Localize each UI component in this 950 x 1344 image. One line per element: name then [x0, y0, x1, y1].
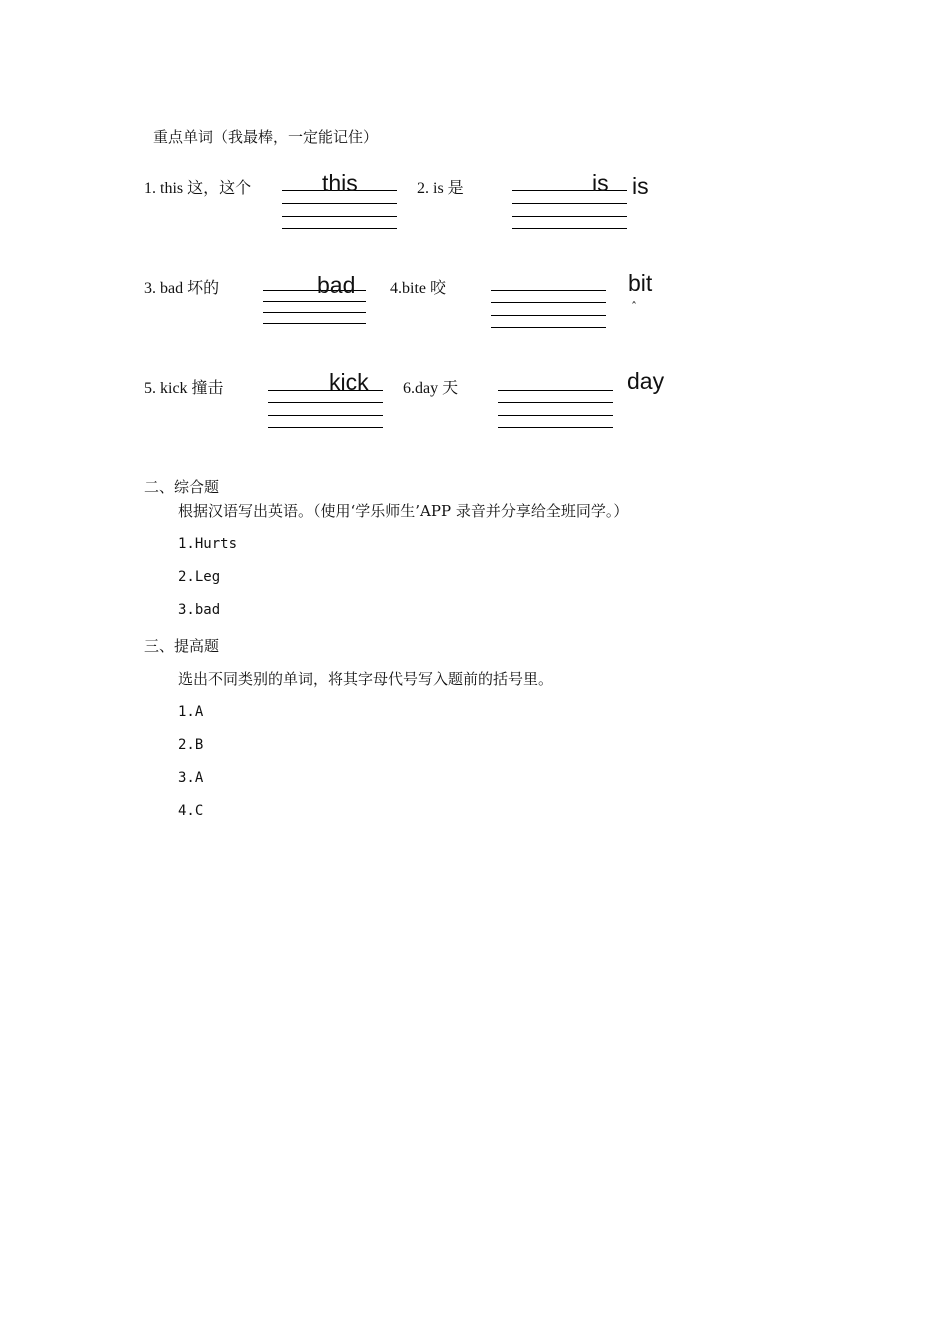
section3-title: 三、提高题 [144, 637, 220, 655]
section3-answer-3: 3.A [178, 770, 204, 786]
section3-answer-4: 4.C [178, 803, 204, 819]
section3-answer-1: 1.A [178, 704, 204, 720]
writing-lines-4 [491, 290, 606, 330]
writing-lines-2 [512, 190, 627, 230]
handwritten-answer-2: is [592, 170, 609, 196]
handwritten-answer-3: bad [317, 272, 356, 298]
section3-instruction: 选出不同类别的单词，将其字母代号写入题前的括号里。 [178, 670, 554, 688]
section2-instruction: 根据汉语写出英语。（使用‘学乐师生’APP 录音并分享给全班同学。） [178, 502, 629, 520]
writing-lines-5 [268, 390, 383, 430]
word-prompt-2: 2. is 是 [417, 180, 464, 197]
word-prompt-5: 5. kick 撞击 [144, 380, 224, 397]
section2-answer-3: 3.bad [178, 602, 221, 618]
handwritten-extra-2: is [632, 173, 649, 199]
writing-lines-6 [498, 390, 613, 430]
word-prompt-6: 6.day 天 [403, 380, 459, 397]
section2-title: 二、综合题 [144, 478, 220, 496]
section2-answer-1: 1.Hurts [178, 536, 238, 552]
handwritten-answer-5: kick [329, 369, 369, 395]
handwritten-answer-1: this [322, 170, 358, 196]
section1-title: 重点单词（我最棒，一定能记住） [153, 128, 379, 146]
word-prompt-1: 1. this 这，这个 [144, 180, 252, 197]
handwritten-extra-6: day [627, 368, 665, 394]
section3-answer-2: 2.B [178, 737, 204, 753]
section2-answer-2: 2.Leg [178, 569, 221, 585]
word-prompt-4: 4.bite 咬 [390, 280, 446, 297]
caret-mark: ˆ [631, 300, 637, 314]
word-prompt-3: 3. bad 坏的 [144, 280, 220, 297]
handwritten-extra-4: bit [628, 270, 653, 296]
